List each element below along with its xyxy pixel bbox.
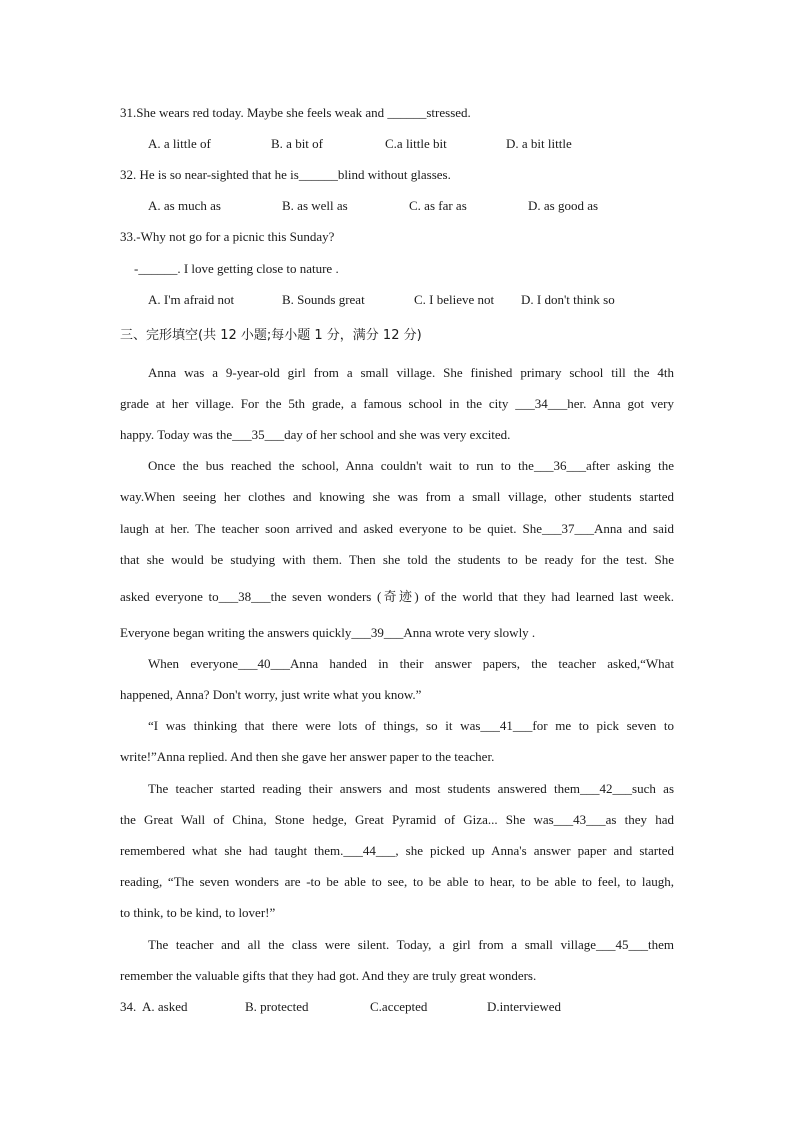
q31-option-d: D. a bit little <box>506 136 572 151</box>
q32-option-b: B. as well as <box>282 198 348 213</box>
passage-line: way.When seeing her clothes and knowing she was from a small village, other students started <box>120 489 674 504</box>
q33-option-d: D. I don't think so <box>521 292 615 307</box>
passage-line: “I was thinking that there were lots of things, so it was___41___for me to pick seven to <box>148 718 674 733</box>
passage-line: laugh at her. The teacher soon arrived and asked everyone to be quiet. She___37___Anna and said <box>120 521 674 536</box>
q34-option-c: C.accepted <box>370 999 428 1014</box>
passage-line: happy. Today was the___35___day of her school and she was very excited. <box>120 427 511 442</box>
question-33-reply: -______. I love getting close to nature . <box>134 261 339 276</box>
q33-option-a: A. I'm afraid not <box>148 292 235 307</box>
q32-option-a: A. as much as <box>148 198 221 213</box>
question-32-stem: 32. He is so near-sighted that he is______blind without glasses. <box>120 167 451 182</box>
passage-line: asked everyone to___38___the seven wonders (奇迹) of the world that they had learned last week. <box>120 589 674 604</box>
q31-option-a: A. a little of <box>148 136 211 151</box>
passage-line: happened, Anna? Don't worry, just write what you know.” <box>120 687 422 702</box>
passage-line: reading, “The seven wonders are -to be able to see, to be able to hear, to be able to feel, to laugh, <box>120 874 674 889</box>
passage-line: Once the bus reached the school, Anna couldn't wait to run to the___36___after asking the <box>148 458 674 473</box>
q31-option-b: B. a bit of <box>271 136 323 151</box>
q33-option-c: C. I believe not <box>414 292 495 307</box>
passage-line: When everyone___40___Anna handed in their answer papers, the teacher asked,“What <box>148 656 674 671</box>
q34-option-a: A. asked <box>142 999 188 1014</box>
passage-line: remembered what she had taught them.___44___, she picked up Anna's answer paper and started <box>120 843 674 858</box>
passage-line: The teacher started reading their answers and most students answered them___42___such as <box>148 781 674 796</box>
q34-option-b: B. protected <box>245 999 309 1014</box>
q32-option-d: D. as good as <box>528 198 599 213</box>
passage-line: the Great Wall of China, Stone hedge, Great Pyramid of Giza... She was___43___as they had <box>120 812 674 827</box>
passage-line: Anna was a 9-year-old girl from a small village. She finished primary school till the 4th <box>148 365 674 380</box>
passage-line: that she would be studying with them. Then she told the students to be ready for the test. She <box>120 552 674 567</box>
passage-line: The teacher and all the class were silent. Today, a girl from a small village___45___them <box>148 937 674 952</box>
question-33-stem: 33.-Why not go for a picnic this Sunday? <box>120 229 335 244</box>
passage-line: Everyone began writing the answers quickly___39___Anna wrote very slowly . <box>120 625 536 640</box>
passage-line: to think, to be kind, to lover!” <box>120 905 276 920</box>
question-31-stem: 31.She wears red today. Maybe she feels weak and ______stressed. <box>120 105 471 120</box>
passage-line: write!”Anna replied. And then she gave her answer paper to the teacher. <box>120 749 495 764</box>
q32-option-c: C. as far as <box>409 198 467 213</box>
q33-option-b: B. Sounds great <box>282 292 365 307</box>
q34-number: 34. <box>120 999 137 1014</box>
q31-option-c: C.a little bit <box>385 136 447 151</box>
passage-line: remember the valuable gifts that they had got. And they are truly great wonders. <box>120 968 537 983</box>
passage-line: grade at her village. For the 5th grade, a famous school in the city ___34___her. Anna got very <box>120 396 674 411</box>
q34-option-d: D.interviewed <box>487 999 562 1014</box>
section-heading: 三、完形填空(共 12 小题;每小题 1 分，满分 12 分) <box>120 328 422 343</box>
